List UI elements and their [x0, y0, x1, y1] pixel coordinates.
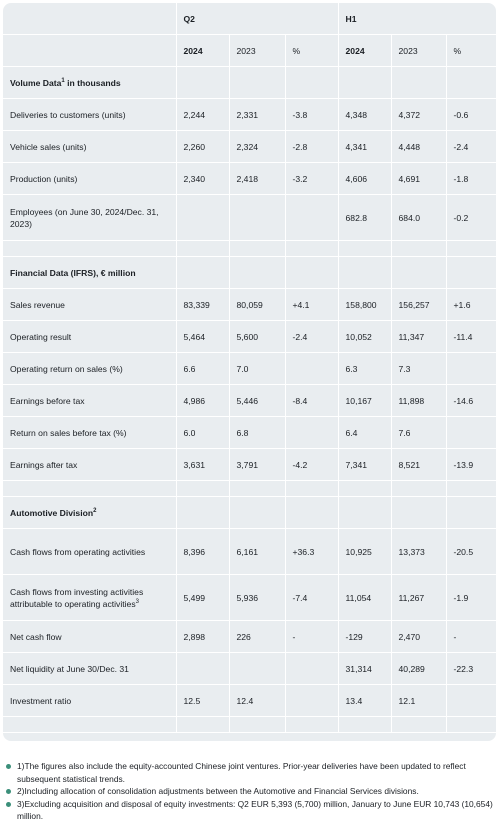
- footnote-text: 3)Excluding acquisition and disposal of equity investments: Q2 EUR 5,393 (5,700) million, January to June EUR 10,743 (10,654) million.: [17, 798, 493, 822]
- period-header-row: [3, 3, 496, 35]
- empty-cell: [338, 67, 391, 99]
- spacer-cell: [229, 717, 285, 733]
- cell-q2-pct: [285, 685, 338, 717]
- row-label: [3, 289, 176, 321]
- spacer-cell: [338, 241, 391, 257]
- section-title-row: [3, 497, 496, 529]
- table-row: [3, 685, 496, 717]
- cell-q2-pct: [285, 653, 338, 685]
- cell-h1-pct: -1.8: [446, 163, 496, 195]
- row-label-text: Cash flows from investing activities attributable to operating activities: [10, 586, 144, 609]
- cell-h1-pct: -1.9: [446, 575, 496, 621]
- empty-cell: [446, 257, 496, 289]
- row-label-text: Sales revenue: [10, 299, 65, 310]
- cell-q2-pct: -2.8: [285, 131, 338, 163]
- table-row: [3, 163, 496, 195]
- cell-h1-2023: 11,347: [391, 321, 446, 353]
- cell-h1-2023: 12.1: [391, 685, 446, 717]
- cell-h1-2023: 7.6: [391, 417, 446, 449]
- spacer-cell: [176, 717, 229, 733]
- cell-h1-2023: 4,691: [391, 163, 446, 195]
- cell-q2-pct: -8.4: [285, 385, 338, 417]
- footnote-text: 2)Including allocation of consolidation adjustments between the Automotive and Financial Services divisions.: [17, 786, 419, 797]
- spacer-cell: [446, 481, 496, 497]
- cell-h1-2023: 156,257: [391, 289, 446, 321]
- cell-h1-2024: 10,925: [338, 529, 391, 575]
- cell-h1-2024: 11,054: [338, 575, 391, 621]
- spacer-cell: [391, 717, 446, 733]
- row-label-text: Net cash flow: [10, 631, 62, 642]
- table-row: [3, 385, 496, 417]
- footnote-item: [3, 785, 497, 798]
- row-label: [3, 575, 176, 621]
- cell-h1-2024: 4,341: [338, 131, 391, 163]
- cell-h1-pct: -: [446, 621, 496, 653]
- empty-cell: [229, 67, 285, 99]
- cell-q2-pct: -2.4: [285, 321, 338, 353]
- cell-h1-pct: -0.6: [446, 99, 496, 131]
- bullet-icon: [6, 764, 11, 769]
- cell-h1-2024: 4,606: [338, 163, 391, 195]
- section-spacer: [3, 481, 496, 497]
- cell-q2-2024: 5,464: [176, 321, 229, 353]
- cell-h1-2023: 40,289: [391, 653, 446, 685]
- cell-h1-pct: -22.3: [446, 653, 496, 685]
- cell-q2-pct: -3.8: [285, 99, 338, 131]
- cell-q2-2023: [229, 653, 285, 685]
- row-label-text: Operating return on sales (%): [10, 363, 123, 374]
- q2-2024-header: 2024: [176, 35, 229, 67]
- section-title-suffix: in thousands: [64, 77, 121, 88]
- spacer-cell: [229, 241, 285, 257]
- row-label-text: Production (units): [10, 173, 78, 184]
- spacer-cell: [338, 717, 391, 733]
- cell-q2-2023: 6,161: [229, 529, 285, 575]
- row-label: [3, 653, 176, 685]
- section-title: [3, 257, 176, 289]
- cell-q2-2023: 6.8: [229, 417, 285, 449]
- cell-h1-pct: -20.5: [446, 529, 496, 575]
- cell-h1-2024: 682.8: [338, 195, 391, 241]
- row-label: [3, 449, 176, 481]
- cell-q2-2024: 2,260: [176, 131, 229, 163]
- row-label-text: Vehicle sales (units): [10, 141, 87, 152]
- cell-q2-2023: 5,600: [229, 321, 285, 353]
- cell-h1-2023: 7.3: [391, 353, 446, 385]
- spacer-cell: [285, 481, 338, 497]
- cell-h1-2023: 11,898: [391, 385, 446, 417]
- spacer-cell: [176, 481, 229, 497]
- section-title-text: Volume Data: [10, 77, 62, 88]
- row-label: [3, 131, 176, 163]
- cell-h1-2023: 11,267: [391, 575, 446, 621]
- footnote-text: 1)The figures also include the equity-accounted Chinese joint ventures. Prior-year deliveries have been updated to reflect subsequent statistical trends.: [17, 761, 466, 784]
- cell-h1-pct: -2.4: [446, 131, 496, 163]
- row-label: [3, 621, 176, 653]
- table-body: [3, 67, 496, 733]
- section-title: [3, 497, 176, 529]
- header-blank: [3, 35, 176, 67]
- section-title-row: [3, 67, 496, 99]
- empty-cell: [338, 497, 391, 529]
- empty-cell: [446, 67, 496, 99]
- header-blank: [3, 3, 176, 35]
- cell-q2-2023: 80,059: [229, 289, 285, 321]
- cell-h1-2023: 2,470: [391, 621, 446, 653]
- key-figures-table-card: [3, 3, 496, 741]
- row-label-text: Return on sales before tax (%): [10, 427, 127, 438]
- cell-h1-pct: -11.4: [446, 321, 496, 353]
- cell-q2-2024: [176, 195, 229, 241]
- footnotes: [3, 760, 497, 823]
- period-q2-header: Q2: [176, 3, 338, 35]
- table-row: [3, 417, 496, 449]
- cell-q2-2023: 226: [229, 621, 285, 653]
- cell-q2-2024: 6.6: [176, 353, 229, 385]
- cell-q2-2024: 12.5: [176, 685, 229, 717]
- section-title-text: Automotive Division: [10, 507, 94, 518]
- table-row: [3, 99, 496, 131]
- cell-h1-2024: 6.4: [338, 417, 391, 449]
- cell-h1-pct: -14.6: [446, 385, 496, 417]
- cell-q2-pct: -4.2: [285, 449, 338, 481]
- cell-h1-2023: 4,372: [391, 99, 446, 131]
- cell-q2-2023: 5,446: [229, 385, 285, 417]
- cell-q2-pct: [285, 353, 338, 385]
- footnote-ref: 1: [61, 77, 65, 84]
- cell-h1-pct: -13.9: [446, 449, 496, 481]
- section-title-row: [3, 257, 496, 289]
- empty-cell: [285, 67, 338, 99]
- cell-q2-2024: 2,898: [176, 621, 229, 653]
- h1-2024-header: 2024: [338, 35, 391, 67]
- cell-q2-2023: 2,324: [229, 131, 285, 163]
- row-label: [3, 195, 176, 241]
- cell-q2-pct: -7.4: [285, 575, 338, 621]
- empty-cell: [285, 257, 338, 289]
- table-row: [3, 449, 496, 481]
- row-label-text: Investment ratio: [10, 695, 72, 706]
- empty-cell: [446, 497, 496, 529]
- h1-2023-header: 2023: [391, 35, 446, 67]
- cell-q2-pct: +36.3: [285, 529, 338, 575]
- period-h1-header: H1: [338, 3, 496, 35]
- row-label-text: Earnings after tax: [10, 459, 78, 470]
- cell-h1-2024: 31,314: [338, 653, 391, 685]
- h1-pct-header: %: [446, 35, 496, 67]
- spacer-cell: [391, 241, 446, 257]
- empty-cell: [229, 257, 285, 289]
- table-row: [3, 575, 496, 621]
- cell-h1-2023: 4,448: [391, 131, 446, 163]
- row-label-text: Deliveries to customers (units): [10, 109, 126, 120]
- cell-h1-pct: -0.2: [446, 195, 496, 241]
- cell-q2-pct: -: [285, 621, 338, 653]
- empty-cell: [176, 67, 229, 99]
- cell-q2-2024: 83,339: [176, 289, 229, 321]
- cell-h1-2023: 13,373: [391, 529, 446, 575]
- cell-h1-2024: 158,800: [338, 289, 391, 321]
- row-label: [3, 321, 176, 353]
- cell-q2-2023: 12.4: [229, 685, 285, 717]
- cell-h1-2023: 684.0: [391, 195, 446, 241]
- spacer-cell: [391, 481, 446, 497]
- bullet-icon: [6, 802, 11, 807]
- spacer-cell: [285, 241, 338, 257]
- cell-q2-2023: 2,331: [229, 99, 285, 131]
- cell-q2-2024: 2,340: [176, 163, 229, 195]
- cell-h1-2023: 8,521: [391, 449, 446, 481]
- spacer-cell: [3, 717, 176, 733]
- cell-q2-2024: 2,244: [176, 99, 229, 131]
- cell-h1-pct: [446, 685, 496, 717]
- empty-cell: [391, 497, 446, 529]
- table-row: [3, 353, 496, 385]
- cell-q2-pct: [285, 417, 338, 449]
- section-spacer: [3, 717, 496, 733]
- table-row: [3, 195, 496, 241]
- empty-cell: [338, 257, 391, 289]
- cell-q2-pct: +4.1: [285, 289, 338, 321]
- spacer-cell: [176, 241, 229, 257]
- spacer-cell: [446, 241, 496, 257]
- cell-h1-2024: 6.3: [338, 353, 391, 385]
- row-label: [3, 529, 176, 575]
- footnote-ref: 2: [93, 507, 97, 514]
- cell-q2-2023: 7.0: [229, 353, 285, 385]
- cell-q2-2024: 5,499: [176, 575, 229, 621]
- cell-q2-pct: [285, 195, 338, 241]
- section-title: [3, 67, 176, 99]
- row-label: [3, 99, 176, 131]
- cell-h1-2024: 4,348: [338, 99, 391, 131]
- table-row: [3, 621, 496, 653]
- cell-q2-2023: [229, 195, 285, 241]
- section-title-text: Financial Data (IFRS), € million: [10, 267, 136, 278]
- row-label-text: Operating result: [10, 331, 72, 342]
- table-row: [3, 131, 496, 163]
- row-label-text: Earnings before tax: [10, 395, 85, 406]
- row-label-text: Employees (on June 30, 2024/Dec. 31, 2023): [10, 206, 159, 229]
- table-row: [3, 653, 496, 685]
- spacer-cell: [229, 481, 285, 497]
- cell-q2-2024: 3,631: [176, 449, 229, 481]
- cell-q2-2023: 5,936: [229, 575, 285, 621]
- cell-q2-2024: 4,986: [176, 385, 229, 417]
- year-header-row: [3, 35, 496, 67]
- cell-q2-2023: 2,418: [229, 163, 285, 195]
- empty-cell: [229, 497, 285, 529]
- cell-h1-2024: 7,341: [338, 449, 391, 481]
- cell-h1-2024: 10,052: [338, 321, 391, 353]
- empty-cell: [285, 497, 338, 529]
- row-label: [3, 385, 176, 417]
- cell-h1-pct: [446, 353, 496, 385]
- empty-cell: [391, 67, 446, 99]
- cell-q2-2024: 8,396: [176, 529, 229, 575]
- table-row: [3, 529, 496, 575]
- cell-q2-2023: 3,791: [229, 449, 285, 481]
- empty-cell: [391, 257, 446, 289]
- q2-pct-header: %: [285, 35, 338, 67]
- bullet-icon: [6, 789, 11, 794]
- spacer-cell: [3, 481, 176, 497]
- row-label-text: Cash flows from operating activities: [10, 546, 146, 557]
- spacer-cell: [338, 481, 391, 497]
- row-label: [3, 163, 176, 195]
- table-row: [3, 289, 496, 321]
- row-label: [3, 685, 176, 717]
- footnote-item: [3, 760, 497, 785]
- footnote-ref: 3: [135, 598, 139, 605]
- cell-h1-2024: -129: [338, 621, 391, 653]
- footnote-item: [3, 798, 497, 823]
- cell-q2-2024: [176, 653, 229, 685]
- q2-2023-header: 2023: [229, 35, 285, 67]
- cell-h1-pct: [446, 417, 496, 449]
- row-label: [3, 417, 176, 449]
- spacer-cell: [285, 717, 338, 733]
- cell-h1-pct: +1.6: [446, 289, 496, 321]
- cell-q2-pct: -3.2: [285, 163, 338, 195]
- cell-h1-2024: 13.4: [338, 685, 391, 717]
- cell-q2-2024: 6.0: [176, 417, 229, 449]
- empty-cell: [176, 497, 229, 529]
- key-figures-table: [3, 3, 496, 733]
- spacer-cell: [3, 241, 176, 257]
- table-row: [3, 321, 496, 353]
- row-label: [3, 353, 176, 385]
- spacer-cell: [446, 717, 496, 733]
- row-label-text: Net liquidity at June 30/Dec. 31: [10, 663, 129, 674]
- cell-h1-2024: 10,167: [338, 385, 391, 417]
- empty-cell: [176, 257, 229, 289]
- section-spacer: [3, 241, 496, 257]
